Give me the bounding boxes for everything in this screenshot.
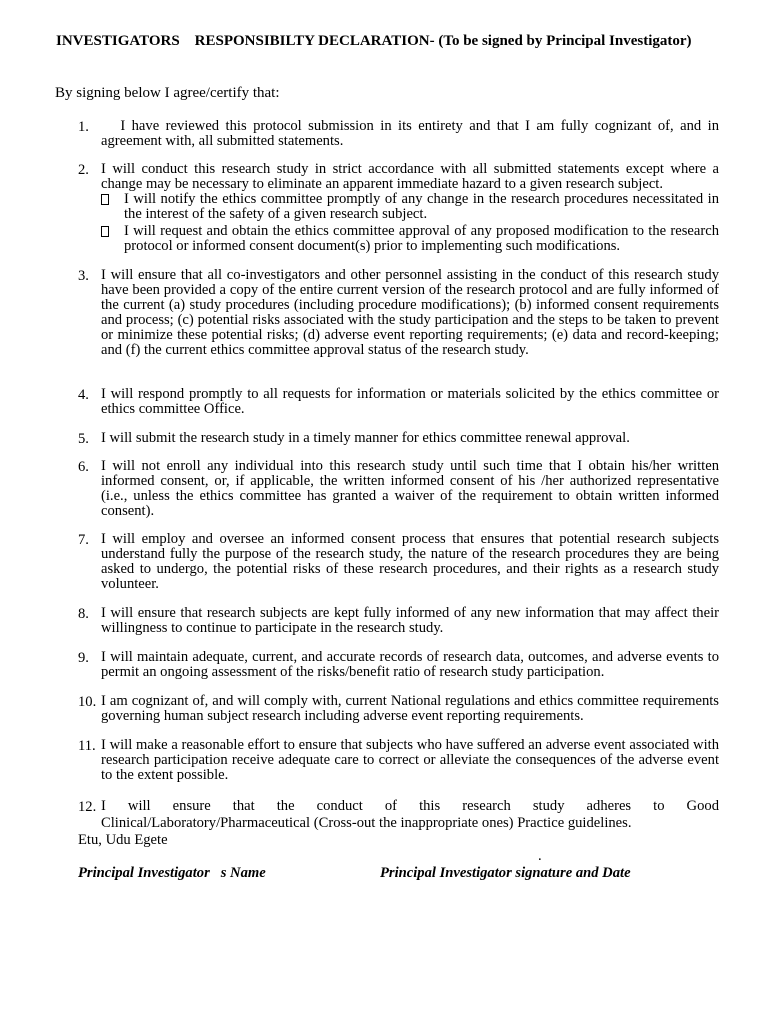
item-number: 4.	[78, 387, 89, 403]
list-item	[78, 799, 719, 831]
item-text: I will submit the research study in a timely manner for ethics committee renewal approval.	[101, 430, 630, 446]
item-text: I will maintain adequate, current, and accurate records of research data, outcomes, and adverse events to permit an ongoing assessment of the risks/benefit ratio of research study participation.	[101, 649, 719, 680]
item-text: I will conduct this research study in strict accordance with all submitted statements except where a change may be necessary to eliminate an apparent immediate hazard to a given research subject.	[101, 161, 719, 192]
pi-name-value: Etu, Udu Egete	[78, 832, 168, 848]
list-item	[78, 606, 719, 636]
list-item	[78, 431, 719, 446]
checkbox-icon	[101, 194, 109, 205]
list-item	[78, 532, 719, 592]
sub-item-text: I will request and obtain the ethics committee approval of any proposed modification to the research protocol or informed consent document(s) prior to implementing such modifications.	[124, 223, 719, 254]
checkbox-icon	[101, 226, 109, 237]
pi-signature-date-label: Principal Investigator signature and Date	[380, 865, 631, 881]
item-text-line2: Clinical/Laboratory/Pharmaceutical (Cross-out the inappropriate ones) Practice guidelines.	[101, 815, 632, 831]
item-text-line1: I will ensure that the conduct of this research study adheres to Good	[101, 798, 719, 814]
sub-item	[101, 224, 719, 254]
document-title: INVESTIGATORS RESPONSIBILTY DECLARATION- (To be signed by Principal Investigator)	[56, 33, 692, 49]
list-item	[78, 118, 723, 149]
item-text: I will make a reasonable effort to ensure that subjects who have suffered an adverse event associated with research participation receive adequate care to correct or alleviate the consequences of the adverse event to the extent possible.	[101, 737, 719, 783]
item-text: I will ensure that research subjects are kept fully informed of any new information that may affect their willingness to continue to participate in the research study.	[101, 605, 719, 636]
item-number: 2.	[78, 162, 89, 178]
item-number: 1.	[78, 119, 89, 135]
list-item	[78, 459, 719, 519]
item-text: I will not enroll any individual into this research study until such time that I obtain his/her written informed consent, or, if applicable, the written informed consent of his /her authorized representative (i.e., unless the ethics committee has granted a waiver of the requirement to obtain written informed consent).	[101, 458, 719, 519]
pi-name-label: Principal Investigator s Name	[78, 865, 266, 881]
signature-mark: .	[538, 848, 542, 864]
item-text: I will respond promptly to all requests for information or materials solicited by the ethics committee or ethics committee Office.	[101, 386, 719, 417]
list-item	[78, 162, 719, 254]
item-text: I am cognizant of, and will comply with, current National regulations and ethics committee requirements governing human subject research including adverse event reporting requirements.	[101, 693, 719, 724]
list-item	[78, 694, 719, 724]
item-text: I will ensure that all co-investigators and other personnel assisting in the conduct of this research study have been provided a copy of the entire current version of the research protocol and are fully informed of the current (a) study procedures (including procedure modifications); (b) informed consent requirements and process; (c) potential risks associated with the study participation and the steps to be taken to prevent or minimize these potential risks; (d) adverse event reporting requirements; (e) data and record-keeping; and (f) the current ethics committee approval status of the research study.	[101, 267, 719, 358]
item-number: 9.	[78, 650, 89, 666]
list-item	[78, 387, 719, 417]
intro-text: By signing below I agree/certify that:	[55, 85, 280, 101]
item-number: 10.	[78, 694, 97, 710]
item-text: I have reviewed this protocol submission in its entirety and that I am fully cognizant of, and in agreement with, all submitted statements.	[101, 118, 723, 149]
item-number: 7.	[78, 532, 89, 548]
list-item	[78, 268, 719, 358]
item-number: 8.	[78, 606, 89, 622]
list-item	[78, 650, 719, 680]
item-number: 3.	[78, 268, 89, 284]
item-number: 12.	[78, 799, 97, 815]
sub-item	[101, 192, 719, 222]
item-text: I will employ and oversee an informed consent process that ensures that potential research subjects understand fully the purpose of the research study, the nature of the research procedures they are being asked to undergo, the potential risks of these research procedures, and their rights as a research study volunteer.	[101, 531, 719, 592]
sub-item-text: I will notify the ethics committee promptly of any change in the research procedures necessitated in the interest of the safety of a given research subject.	[124, 191, 719, 222]
list-item	[78, 738, 719, 783]
item-number: 11.	[78, 738, 96, 754]
item-number: 6.	[78, 459, 89, 475]
item-number: 5.	[78, 431, 89, 447]
